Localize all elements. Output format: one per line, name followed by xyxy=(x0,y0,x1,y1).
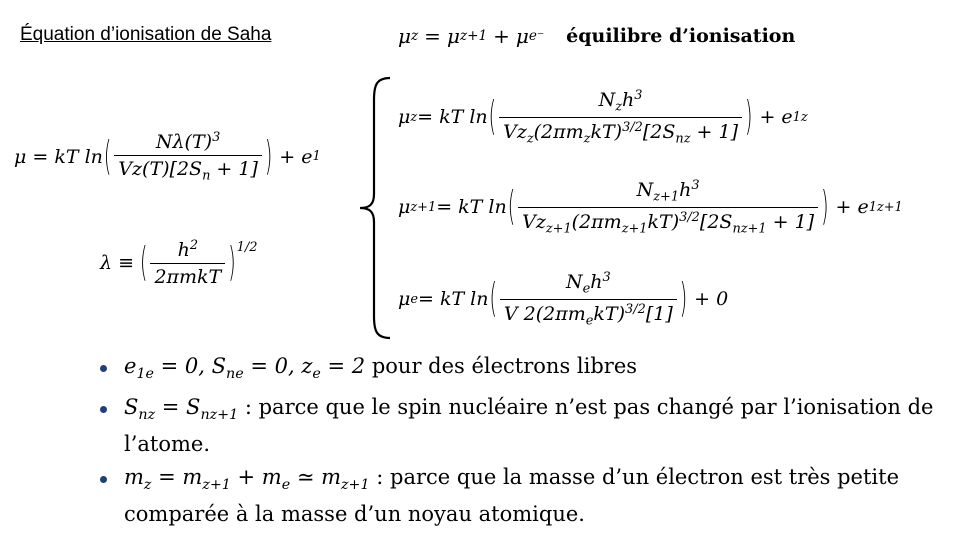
tail-term: + 0 xyxy=(694,288,729,311)
left-brace-icon xyxy=(356,76,396,340)
left-paren-icon: ( xyxy=(489,276,497,323)
subscript: z+1 xyxy=(459,28,488,44)
kt-ln: = kT ln xyxy=(417,106,488,129)
subscript: e xyxy=(410,291,418,307)
left-paren-icon: ( xyxy=(140,239,148,287)
kt-ln: = kT ln xyxy=(436,196,507,219)
bullet-electron-params: $e_{1e} = 0$, $S_{ne} = 0$, $z_e = 2$ pour des électrons libres xyxy=(100,352,950,389)
tail-term: + e xyxy=(759,106,793,129)
right-paren-icon: ) xyxy=(228,239,236,287)
right-paren-icon: ) xyxy=(679,276,688,323)
bullet-electron-mass: $m_z = m_{z+1} + m_e$ ≃ $m_{z+1}$ : parce que la masse d’un électron est très petite comparée à la masse d’un noyau atomique. xyxy=(100,463,950,529)
mu-symbol: μ xyxy=(398,196,411,219)
bullet-list xyxy=(100,352,950,533)
mu-symbol: μ xyxy=(515,24,529,48)
subscript: 1 xyxy=(312,149,321,165)
superscript: 2 xyxy=(189,238,199,253)
numerator: h xyxy=(177,239,190,262)
left-paren-icon: ( xyxy=(488,94,497,141)
right-paren-icon: ) xyxy=(821,184,829,231)
general-chemical-potential-equation xyxy=(14,130,321,184)
bullet-text: pour des électrons libres xyxy=(365,354,638,378)
equilibrium-label: équilibre d’ionisation xyxy=(566,25,796,47)
subscript: z xyxy=(410,109,418,125)
fraction xyxy=(150,238,225,288)
mu-symbol: μ xyxy=(398,24,411,48)
bullet-dot-icon xyxy=(100,365,107,372)
right-paren-icon: ) xyxy=(745,94,753,141)
tail-term: + e xyxy=(835,196,869,219)
bullet-nuclear-spin: $S_{nz} = S_{nz+1}$ : parce que le spin nucléaire n’est pas changé par l’ionisation de l’atome. xyxy=(100,393,950,459)
superscript: 3 xyxy=(212,130,221,145)
slide-title: Équation d’ionisation de Saha xyxy=(20,24,272,45)
plus-sign: + xyxy=(493,24,510,48)
bullet-dot-icon xyxy=(100,476,107,483)
subscript: n xyxy=(202,168,211,184)
subscript: 1z xyxy=(792,109,808,125)
fraction xyxy=(114,130,262,184)
lhs: μ = kT ln xyxy=(14,145,103,168)
mu-symbol: μ xyxy=(398,106,411,129)
subscript: 1z+1 xyxy=(868,199,903,215)
denominator-tail: + 1] xyxy=(210,158,258,181)
mu-z-plus-1-equation xyxy=(398,178,903,236)
subscript: z+1 xyxy=(410,199,437,215)
bullet-dot-icon xyxy=(100,406,107,413)
mu-z-equation xyxy=(398,88,808,146)
tail-term: + e xyxy=(279,145,313,168)
mu-e-equation xyxy=(398,270,728,328)
numerator: Nλ(T) xyxy=(155,131,213,154)
lhs: λ ≡ xyxy=(100,252,135,275)
mu-symbol: μ xyxy=(446,24,460,48)
denominator: Vz(T)[2S xyxy=(118,158,203,181)
right-paren-icon: ) xyxy=(264,133,273,180)
fraction: $\frac{N_zh^3}{Vz_z(2\pi m_zkT)^{3/2}[2S_{nz} + 1]}$ xyxy=(499,88,742,146)
left-paren-icon: ( xyxy=(507,184,516,231)
denominator: 2πmkT xyxy=(150,263,225,288)
fraction: $\frac{N_eh^3}{V 2(2\pi m_ekT)^{3/2}[1]}$ xyxy=(500,270,677,328)
equals-sign: = xyxy=(424,24,441,48)
subscript: z xyxy=(411,28,419,44)
ionisation-equilibrium-equation xyxy=(398,24,795,48)
kt-ln: = kT ln xyxy=(418,288,489,311)
subscript: e⁻ xyxy=(528,28,545,44)
thermal-wavelength-definition xyxy=(100,238,258,288)
mu-symbol: μ xyxy=(398,288,411,311)
fraction: $\frac{N_{z+1}h^3}{Vz_{z+1}(2\pi m_{z+1}kT)^{3/2}[2S_{nz+1} + 1]}$ xyxy=(518,178,818,236)
bullet-text: : parce que la masse d’un électron est très petite comparée à la masse d’un noyau atomique. xyxy=(124,464,900,526)
exponent: 1/2 xyxy=(236,240,258,255)
left-paren-icon: ( xyxy=(103,133,112,180)
bullet-text: : parce que le spin nucléaire n’est pas changé par l’ionisation de l’atome. xyxy=(124,394,934,456)
